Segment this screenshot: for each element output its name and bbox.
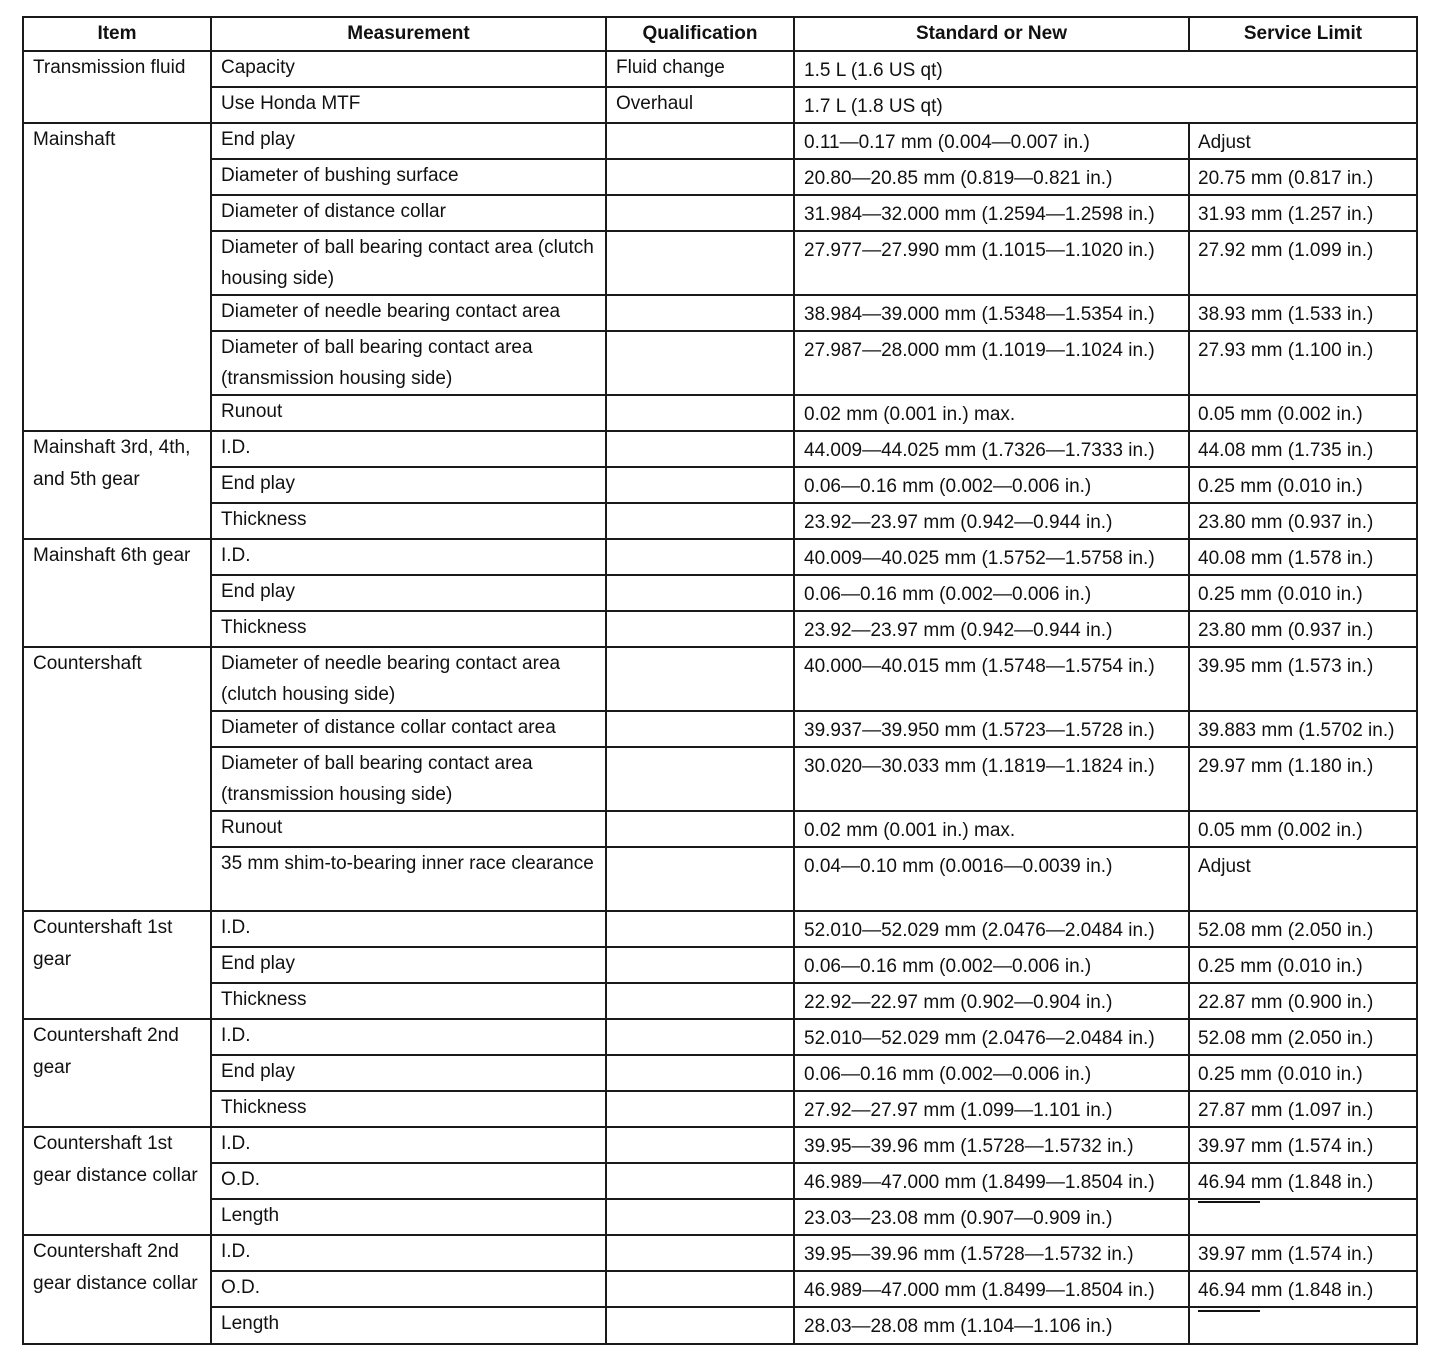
measurement-cell: Diameter of needle bearing contact area (clutch housing side) <box>211 647 606 711</box>
standard-cell: 39.95—39.96 mm (1.5728—1.5732 in.) <box>794 1235 1189 1271</box>
service-limit-cell: 52.08 mm (2.050 in.) <box>1189 1019 1417 1055</box>
standard-cell: 52.010—52.029 mm (2.0476—2.0484 in.) <box>794 1019 1189 1055</box>
measurement-cell: Diameter of ball bearing contact area (transmission housing side) <box>211 331 606 395</box>
table-row <box>23 711 1417 747</box>
header-item: Item <box>23 17 211 51</box>
table-row <box>23 431 1417 467</box>
standard-cell: 38.984—39.000 mm (1.5348—1.5354 in.) <box>794 295 1189 331</box>
standard-cell: 39.95—39.96 mm (1.5728—1.5732 in.) <box>794 1127 1189 1163</box>
standard-cell: 20.80—20.85 mm (0.819—0.821 in.) <box>794 159 1189 195</box>
standard-cell: 1.5 L (1.6 US qt) <box>794 51 1417 87</box>
measurement-cell: I.D. <box>211 539 606 575</box>
measurement-cell: Diameter of needle bearing contact area <box>211 295 606 331</box>
service-limit-cell: 0.05 mm (0.002 in.) <box>1189 811 1417 847</box>
item-cell: Mainshaft 6th gear <box>23 539 211 647</box>
qualification-cell <box>606 123 794 159</box>
table-row <box>23 1091 1417 1127</box>
service-limit-cell: 0.25 mm (0.010 in.) <box>1189 1055 1417 1091</box>
qualification-cell <box>606 539 794 575</box>
service-limit-cell <box>1189 1307 1417 1343</box>
qualification-cell <box>606 647 794 711</box>
measurement-cell: End play <box>211 575 606 611</box>
qualification-cell <box>606 231 794 295</box>
measurement-cell: Use Honda MTF <box>211 87 606 123</box>
qualification-cell <box>606 811 794 847</box>
service-limit-cell: 46.94 mm (1.848 in.) <box>1189 1271 1417 1307</box>
table-row <box>23 539 1417 575</box>
qualification-cell <box>606 1019 794 1055</box>
measurement-cell: I.D. <box>211 911 606 947</box>
measurement-cell: Runout <box>211 395 606 431</box>
qualification-cell <box>606 711 794 747</box>
table-row <box>23 195 1417 231</box>
measurement-cell: Diameter of bushing surface <box>211 159 606 195</box>
measurement-cell: Length <box>211 1199 606 1235</box>
specification-table <box>22 16 1418 1345</box>
header-row <box>23 17 1417 51</box>
standard-cell: 1.7 L (1.8 US qt) <box>794 87 1417 123</box>
table-row <box>23 331 1417 395</box>
qualification-cell <box>606 159 794 195</box>
table-row <box>23 747 1417 811</box>
service-limit-cell: 22.87 mm (0.900 in.) <box>1189 983 1417 1019</box>
standard-cell: 0.06—0.16 mm (0.002—0.006 in.) <box>794 467 1189 503</box>
qualification-cell <box>606 331 794 395</box>
qualification-cell: Overhaul <box>606 87 794 123</box>
standard-cell: 27.977—27.990 mm (1.1015—1.1020 in.) <box>794 231 1189 295</box>
measurement-cell: Diameter of ball bearing contact area (transmission housing side) <box>211 747 606 811</box>
table-row <box>23 159 1417 195</box>
qualification-cell <box>606 1091 794 1127</box>
standard-cell: 28.03—28.08 mm (1.104—1.106 in.) <box>794 1307 1189 1343</box>
qualification-cell <box>606 847 794 911</box>
standard-cell: 27.987—28.000 mm (1.1019—1.1024 in.) <box>794 331 1189 395</box>
service-limit-cell: 46.94 mm (1.848 in.) <box>1189 1163 1417 1199</box>
table-row <box>23 1235 1417 1271</box>
table-row <box>23 1127 1417 1163</box>
measurement-cell: Diameter of distance collar <box>211 195 606 231</box>
standard-cell: 46.989—47.000 mm (1.8499—1.8504 in.) <box>794 1163 1189 1199</box>
item-cell: Mainshaft <box>23 123 211 431</box>
service-limit-cell: 23.80 mm (0.937 in.) <box>1189 611 1417 647</box>
measurement-cell: Diameter of distance collar contact area <box>211 711 606 747</box>
service-limit-cell: 27.92 mm (1.099 in.) <box>1189 231 1417 295</box>
service-limit-cell: 31.93 mm (1.257 in.) <box>1189 195 1417 231</box>
qualification-cell <box>606 467 794 503</box>
service-limit-cell: 39.95 mm (1.573 in.) <box>1189 647 1417 711</box>
standard-cell: 0.02 mm (0.001 in.) max. <box>794 395 1189 431</box>
service-limit-cell: 0.05 mm (0.002 in.) <box>1189 395 1417 431</box>
service-limit-cell: 44.08 mm (1.735 in.) <box>1189 431 1417 467</box>
measurement-cell: Runout <box>211 811 606 847</box>
measurement-cell: I.D. <box>211 1235 606 1271</box>
item-cell: Countershaft <box>23 647 211 911</box>
qualification-cell <box>606 1199 794 1235</box>
standard-cell: 40.009—40.025 mm (1.5752—1.5758 in.) <box>794 539 1189 575</box>
qualification-cell <box>606 1307 794 1343</box>
service-limit-cell: 27.87 mm (1.097 in.) <box>1189 1091 1417 1127</box>
standard-cell: 27.92—27.97 mm (1.099—1.101 in.) <box>794 1091 1189 1127</box>
header-service-limit: Service Limit <box>1189 17 1417 51</box>
table-row <box>23 231 1417 295</box>
table-row <box>23 947 1417 983</box>
standard-cell: 0.11—0.17 mm (0.004—0.007 in.) <box>794 123 1189 159</box>
item-cell: Mainshaft 3rd, 4th, and 5th gear <box>23 431 211 539</box>
measurement-cell: End play <box>211 123 606 159</box>
qualification-cell <box>606 575 794 611</box>
standard-cell: 52.010—52.029 mm (2.0476—2.0484 in.) <box>794 911 1189 947</box>
header-standard: Standard or New <box>794 17 1189 51</box>
service-limit-cell: 39.883 mm (1.5702 in.) <box>1189 711 1417 747</box>
standard-cell: 0.06—0.16 mm (0.002—0.006 in.) <box>794 1055 1189 1091</box>
table-row <box>23 87 1417 123</box>
standard-cell: 0.06—0.16 mm (0.002—0.006 in.) <box>794 947 1189 983</box>
qualification-cell <box>606 195 794 231</box>
service-limit-cell: 27.93 mm (1.100 in.) <box>1189 331 1417 395</box>
item-cell: Countershaft 2nd gear distance collar <box>23 1235 211 1343</box>
measurement-cell: Capacity <box>211 51 606 87</box>
header-qualification: Qualification <box>606 17 794 51</box>
standard-cell: 0.02 mm (0.001 in.) max. <box>794 811 1189 847</box>
measurement-cell: O.D. <box>211 1163 606 1199</box>
standard-cell: 23.92—23.97 mm (0.942—0.944 in.) <box>794 503 1189 539</box>
standard-cell: 0.06—0.16 mm (0.002—0.006 in.) <box>794 575 1189 611</box>
standard-cell: 22.92—22.97 mm (0.902—0.904 in.) <box>794 983 1189 1019</box>
service-limit-cell: 39.97 mm (1.574 in.) <box>1189 1235 1417 1271</box>
service-limit-cell: 40.08 mm (1.578 in.) <box>1189 539 1417 575</box>
table-row <box>23 1055 1417 1091</box>
standard-cell: 23.92—23.97 mm (0.942—0.944 in.) <box>794 611 1189 647</box>
table-row <box>23 1019 1417 1055</box>
table-row <box>23 1271 1417 1307</box>
standard-cell: 39.937—39.950 mm (1.5723—1.5728 in.) <box>794 711 1189 747</box>
service-limit-cell <box>1189 1199 1417 1235</box>
item-cell: Transmission fluid <box>23 51 211 123</box>
service-limit-cell: 0.25 mm (0.010 in.) <box>1189 947 1417 983</box>
qualification-cell <box>606 1271 794 1307</box>
header-measurement: Measurement <box>211 17 606 51</box>
qualification-cell <box>606 431 794 467</box>
table-row <box>23 983 1417 1019</box>
measurement-cell: Length <box>211 1307 606 1343</box>
qualification-cell <box>606 947 794 983</box>
qualification-cell <box>606 747 794 811</box>
measurement-cell: O.D. <box>211 1271 606 1307</box>
qualification-cell <box>606 1235 794 1271</box>
table-row <box>23 911 1417 947</box>
service-limit-cell: 20.75 mm (0.817 in.) <box>1189 159 1417 195</box>
measurement-cell: Thickness <box>211 611 606 647</box>
table-row <box>23 295 1417 331</box>
measurement-cell: I.D. <box>211 1019 606 1055</box>
table-row <box>23 51 1417 87</box>
table-row <box>23 1199 1417 1235</box>
standard-cell: 44.009—44.025 mm (1.7326—1.7333 in.) <box>794 431 1189 467</box>
table-row <box>23 575 1417 611</box>
qualification-cell <box>606 295 794 331</box>
service-limit-cell: 52.08 mm (2.050 in.) <box>1189 911 1417 947</box>
measurement-cell: Thickness <box>211 503 606 539</box>
service-limit-cell: 0.25 mm (0.010 in.) <box>1189 575 1417 611</box>
service-limit-cell: 23.80 mm (0.937 in.) <box>1189 503 1417 539</box>
measurement-cell: End play <box>211 467 606 503</box>
standard-cell: 23.03—23.08 mm (0.907—0.909 in.) <box>794 1199 1189 1235</box>
no-limit-dash <box>1198 1310 1260 1343</box>
measurement-cell: 35 mm shim-to-bearing inner race clearance <box>211 847 606 911</box>
table-row <box>23 467 1417 503</box>
service-limit-cell: Adjust <box>1189 123 1417 159</box>
measurement-cell: Thickness <box>211 983 606 1019</box>
measurement-cell: Thickness <box>211 1091 606 1127</box>
qualification-cell <box>606 1163 794 1199</box>
qualification-cell <box>606 395 794 431</box>
service-limit-cell: 0.25 mm (0.010 in.) <box>1189 467 1417 503</box>
standard-cell: 30.020—30.033 mm (1.1819—1.1824 in.) <box>794 747 1189 811</box>
standard-cell: 46.989—47.000 mm (1.8499—1.8504 in.) <box>794 1271 1189 1307</box>
service-limit-cell: Adjust <box>1189 847 1417 911</box>
service-limit-cell: 39.97 mm (1.574 in.) <box>1189 1127 1417 1163</box>
service-limit-cell: 38.93 mm (1.533 in.) <box>1189 295 1417 331</box>
measurement-cell: Diameter of ball bearing contact area (clutch housing side) <box>211 231 606 295</box>
service-limit-cell: 29.97 mm (1.180 in.) <box>1189 747 1417 811</box>
standard-cell: 40.000—40.015 mm (1.5748—1.5754 in.) <box>794 647 1189 711</box>
measurement-cell: I.D. <box>211 431 606 467</box>
no-limit-dash <box>1198 1201 1260 1234</box>
qualification-cell <box>606 911 794 947</box>
measurement-cell: I.D. <box>211 1127 606 1163</box>
table-row <box>23 611 1417 647</box>
qualification-cell <box>606 611 794 647</box>
qualification-cell <box>606 1055 794 1091</box>
standard-cell: 0.04—0.10 mm (0.0016—0.0039 in.) <box>794 847 1189 911</box>
table-row <box>23 123 1417 159</box>
table-row <box>23 1307 1417 1343</box>
qualification-cell: Fluid change <box>606 51 794 87</box>
standard-cell: 31.984—32.000 mm (1.2594—1.2598 in.) <box>794 195 1189 231</box>
table-row <box>23 647 1417 711</box>
qualification-cell <box>606 503 794 539</box>
item-cell: Countershaft 1st gear <box>23 911 211 1019</box>
table-row <box>23 847 1417 911</box>
measurement-cell: End play <box>211 1055 606 1091</box>
table-row <box>23 1163 1417 1199</box>
table-row <box>23 395 1417 431</box>
table-row <box>23 811 1417 847</box>
measurement-cell: End play <box>211 947 606 983</box>
item-cell: Countershaft 1st gear distance collar <box>23 1127 211 1235</box>
item-cell: Countershaft 2nd gear <box>23 1019 211 1127</box>
qualification-cell <box>606 1127 794 1163</box>
table-row <box>23 503 1417 539</box>
qualification-cell <box>606 983 794 1019</box>
